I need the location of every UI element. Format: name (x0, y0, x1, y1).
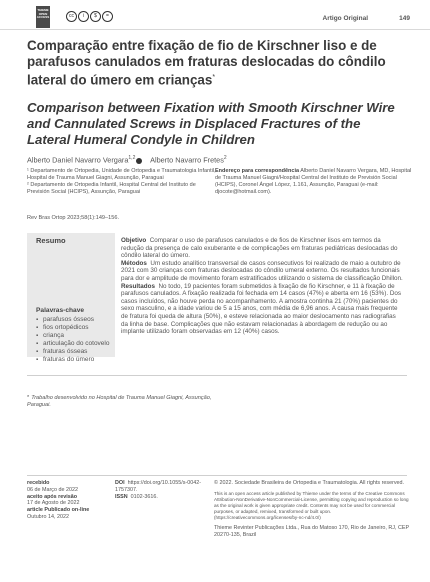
rights-block (214, 480, 409, 538)
accepted-label: aceito após revisão (27, 493, 78, 500)
objective-text: Comparar o uso de parafusos canulados e de fios de Kirschner lisos em termos da redução da presença de calo exuberante e de complicações em fraturas pediátricas deslocadas do côndilo lateral do úmero. (121, 237, 398, 260)
divider (27, 475, 407, 476)
cc-icon: cc (66, 11, 77, 22)
results-text: No todo, 19 pacientes foram submetidos à fixação de fio Kirschner, e 11 à fixação de parafusos canulados. A fixação realizada foi fechada em 14 casos (47%) e aberta em 16 (53%). Dos casos incluídos, não houve perda no acompanhamento. A amostra continha 21 (70%) pacientes do sexo masculino, e a idade variou de 5 a 15 anos, com média de 6,96 anos. A causa mais frequente de fratura foi queda de altura (50%), e esteve relacionada ao maior deslocamento nas radiografias da linha de base. Complicações que não estavam relacionadas à abordagem de redução ou ao implante utilizado foram observadas em 12 (40%) casos. (121, 282, 402, 336)
article-type: Artigo Original (322, 15, 368, 22)
author-line (27, 155, 227, 164)
correspondence-label: Endereço para correspondência (215, 168, 300, 174)
results-label: Resultados (121, 282, 155, 290)
issn-label: ISSN (115, 493, 128, 500)
abstract-heading: Resumo (36, 236, 66, 245)
online-label: article Publicado on-line (27, 507, 90, 514)
keyword-item: ▪ fios ortopédicos (36, 324, 114, 332)
correspondence-text: Alberto Daniel Navarro Vergara, MD, Hospital de Trauma Manuel Giagni/Hospital Central del Instituto de Previsión Social (HCIPS), Coronel Ángel López, 1.161, Assunção, Paraguai (e-mail: djocote@hotmail.com). (215, 168, 412, 195)
badge-line-1: THIEME (37, 8, 49, 12)
divider (27, 375, 407, 376)
noncommercial-icon: $ (90, 11, 101, 22)
noderivatives-icon: = (102, 11, 113, 22)
author-affiliation-mark: 1,2 (128, 155, 136, 161)
citation: Rev Bras Ortop 2023;58(1):149–156. (27, 215, 120, 221)
objective-label: Objetivo (121, 237, 147, 244)
doi-link[interactable]: https://doi.org/10.1055/s-0042-1757307. (115, 480, 202, 493)
keyword-item: ▪ criança (36, 332, 114, 340)
abstract-objective (121, 237, 403, 260)
abstract-body (121, 237, 403, 336)
title-portuguese-text: Comparação entre fixação de fio de Kirschner liso e de parafusos canulados em fraturas deslocadas do côndilo lateral do úmero em crianças (27, 38, 386, 88)
received-label: recebido (27, 480, 50, 486)
abstract-sidebar (27, 233, 115, 363)
affiliation-item: ¹ Departamento de Ortopedia, Unidade de Ortopedia e Traumatologia Infantil, Hospital de Trauma Manuel Giagni, Assunção, Paraguai (27, 168, 216, 181)
open-access-badge (36, 6, 50, 28)
methods-text: Um estudo analítico transversal de casos consecutivos foi realizado de maio a outubro de 2021 com 30 crianças com fraturas deslocadas do côndilo umeral externo. Os resultados funcionais para dor e amplitude de movimento foram estratificados utilizando o sistema de classificação Dhillon. (121, 259, 403, 282)
title-english: Comparison between Fixation with Smooth Kirschner Wire and Cannulated Screws in Displaced Fractures of the Lateral Humeral Condyle in Children (27, 100, 395, 147)
title-portuguese (27, 38, 407, 88)
author-name: Alberto Daniel Navarro Vergara (27, 155, 129, 165)
badge-line-2: OPEN (38, 11, 48, 16)
keyword-item: ▪ articulação do cotovelo (36, 340, 114, 348)
page-header (0, 0, 430, 30)
badge-line-3: ACCESS (36, 15, 50, 20)
received-date: 06 de Março de 2022 (27, 486, 78, 493)
affiliations (27, 168, 217, 196)
online-date: Outubro 14, 2022 (27, 513, 69, 520)
publisher-text: Thieme Revinter Publicações Ltda., Rua do Matoso 170, Rio de Janeiro, RJ, CEP 20270-135, Brazil (214, 524, 409, 538)
keyword-item: ▪ parafusos ósseos (36, 316, 114, 324)
footnote-mark: * (27, 395, 30, 401)
keyword-item: ▪ fraturas ósseas (36, 348, 114, 356)
creative-commons-license-icons (66, 11, 113, 22)
title-footnote-mark: * (212, 74, 216, 81)
issn-value: 0102-3616. (130, 493, 158, 500)
copyright-text: © 2022. Sociedade Brasileira de Ortopedia e Traumatologia. All rights reserved. (214, 480, 405, 486)
keywords-heading: Palavras-chave (36, 307, 85, 314)
correspondence-address (215, 168, 415, 196)
article-dates (27, 480, 107, 521)
affiliation-item: ² Departamento de Ortopedia Infantil, Hospital Central del Instituto de Previsión Social (HCIPS), Assunção, Paraguai (27, 182, 196, 195)
doi-block (115, 480, 210, 500)
accepted-date: 17 de Agosto de 2022 (27, 500, 80, 507)
doi-label: DOI (115, 480, 125, 486)
page-number: 149 (399, 15, 410, 22)
keywords-list (36, 316, 114, 364)
orcid-icon[interactable] (136, 158, 142, 164)
title-footnote (27, 395, 227, 410)
license-text: This is an open access article published by Thieme under the terms of the Creative Commons Attribution-NonDerivative-NonCommercial-License, permitting copying and reproduction so long as the original work is given appropriate credit. Contents may not be used for commercial purposes, or adapted, remixed, transformed or built upon. (https://creativecommons.org/licenses/by-nc-nd/4.0/) (214, 490, 409, 520)
attribution-icon: i (78, 11, 89, 22)
abstract-methods (121, 260, 403, 283)
author-affiliation-mark: 2 (223, 155, 227, 161)
keyword-item: ▪ fraturas do úmero (36, 356, 114, 364)
methods-label: Métodos (121, 259, 147, 267)
abstract-results (121, 283, 403, 336)
footnote-text: Trabalho desenvolvido no Hospital de Trauma Manuel Giagni, Assunção, Paraguai. (27, 395, 212, 409)
author-name: Alberto Navarro Fretes (150, 155, 224, 165)
